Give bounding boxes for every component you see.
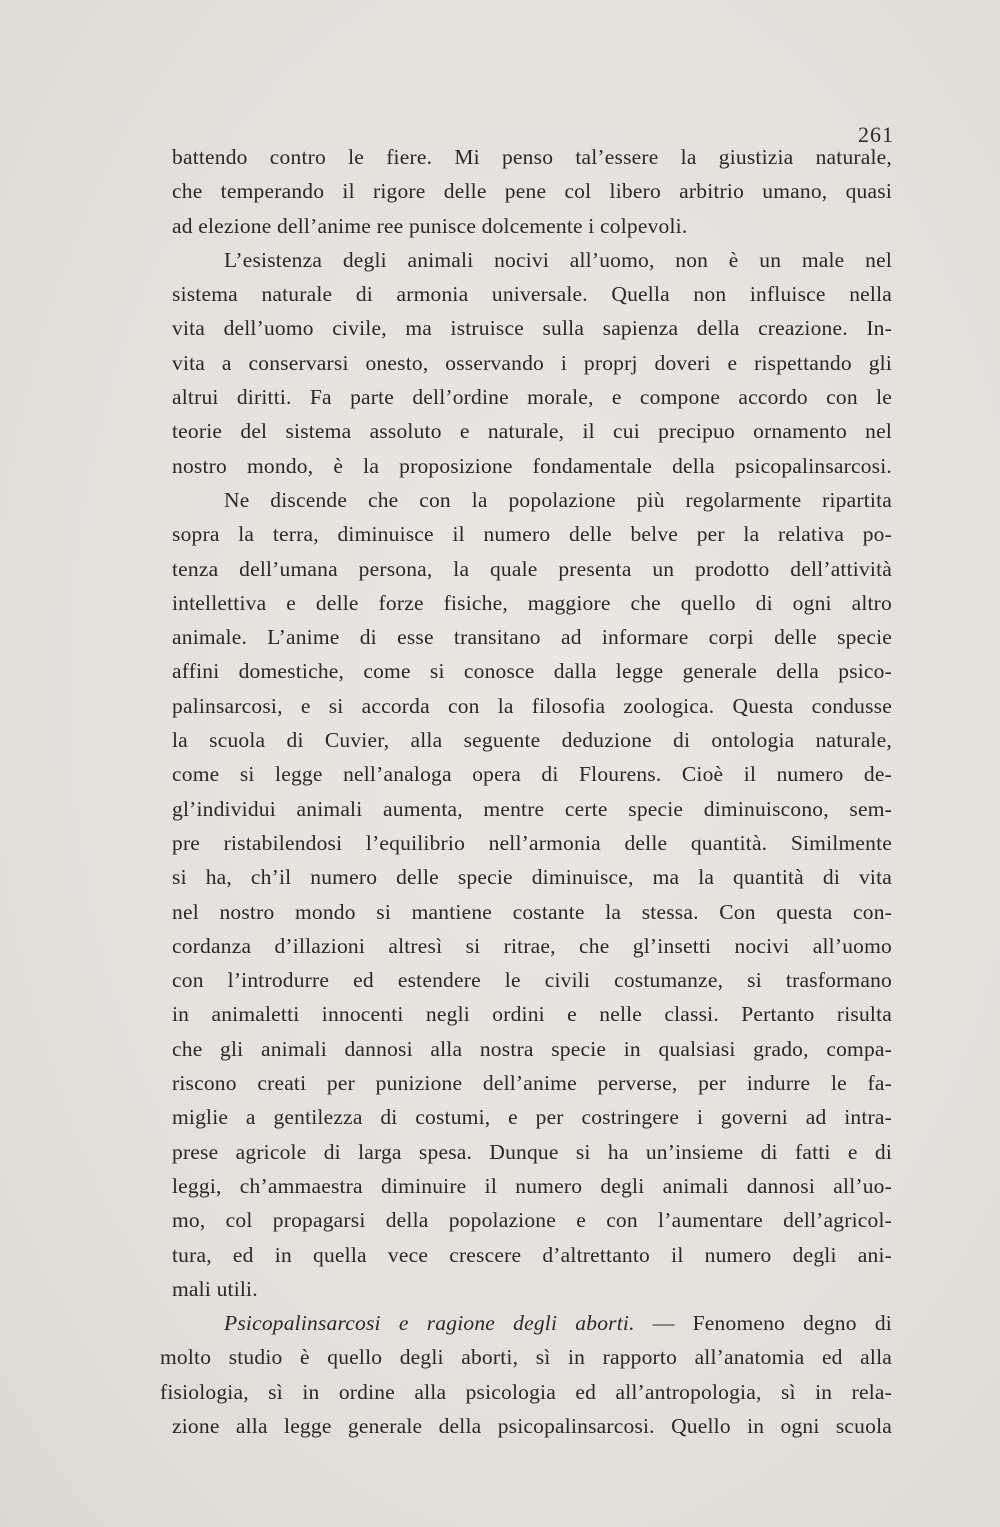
text-line: nostro mondo, è la proposizione fondamentale della psicopalinsarcosi. [172, 453, 892, 478]
text-line: vita a conservarsi onesto, osservando i proprj doveri e rispettando gli [172, 350, 892, 375]
body-text [160, 140, 892, 1443]
text-line: animale. L’anime di esse transitano ad informare corpi delle specie [172, 625, 892, 650]
text-line: L’esistenza degli animali nocivi all’uomo, non è un male nel [224, 247, 892, 272]
text-line: mali utili. [172, 1276, 258, 1301]
text-line: altrui diritti. Fa parte dell’ordine morale, e compone accordo con le [172, 385, 892, 410]
text-line: mo, col propagarsi della popolazione e con l’aumentare dell’agricol- [172, 1208, 892, 1233]
text-line: affini domestiche, come si conosce dalla legge generale della psico- [172, 659, 892, 684]
text-line: fisiologia, sì in ordine alla psicologia ed all’antropologia, sì in rela- [160, 1379, 892, 1404]
text-line: battendo contro le fiere. Mi penso tal’essere la giustizia naturale, [172, 145, 892, 169]
text-line: gl’individui animali aumenta, mentre certe specie diminuiscono, sem- [172, 796, 892, 821]
text-line: sopra la terra, diminuisce il numero delle belve per la relativa po- [172, 522, 892, 547]
section-title: Psicopalinsarcosi e ragione degli aborti. [224, 1311, 635, 1336]
section-first-line-rest: — Fenomeno degno di [634, 1311, 892, 1336]
text-line: riscono creati per punizione dell’anime perverse, per indurre le fa- [172, 1071, 892, 1096]
text-line: prese agricole di larga spesa. Dunque si ha un’insieme di fatti e di [172, 1139, 892, 1164]
page-number: 261 [858, 122, 894, 147]
text-line: come si legge nell’analoga opera di Flourens. Cioè il numero de- [172, 762, 892, 787]
text-line: intellettiva e delle forze fisiche, maggiore che quello di ogni altro [172, 590, 892, 615]
text-line: nel nostro mondo si mantiene costante la stessa. Con questa con- [172, 899, 892, 924]
text-line: tura, ed in quella vece crescere d’altrettanto il numero degli ani- [172, 1242, 892, 1267]
text-line: vita dell’uomo civile, ma istruisce sulla sapienza della creazione. In- [172, 316, 892, 341]
text-line: sistema naturale di armonia universale. Quella non influisce nella [172, 282, 892, 307]
text-line: Ne discende che con la popolazione più regolarmente ripartita [224, 487, 892, 512]
text-line: in animaletti innocenti negli ordini e nelle classi. Pertanto risulta [172, 1002, 892, 1027]
text-line: cordanza d’illazioni altresì si ritrae, che gl’insetti nocivi all’uomo [172, 933, 892, 958]
text-line: che temperando il rigore delle pene col libero arbitrio umano, quasi [172, 179, 892, 204]
text-line: zione alla legge generale della psicopalinsarcosi. Quello in ogni scuola [172, 1413, 892, 1438]
text-line: ad elezione dell’anime ree punisce dolcemente i colpevoli. [172, 213, 688, 238]
section-heading-line [172, 1306, 892, 1340]
text-line: pre ristabilendosi l’equilibrio nell’armonia delle quantità. Similmente [172, 830, 892, 855]
text-line: miglie a gentilezza di costumi, e per costringere i governi ad intra- [172, 1105, 892, 1130]
text-line: leggi, ch’ammaestra diminuire il numero degli animali dannosi all’uo- [172, 1173, 892, 1198]
text-line: con l’introdurre ed estendere le civili costumanze, si trasformano [172, 968, 892, 993]
text-line: palinsarcosi, e si accorda con la filosofia zoologica. Questa condusse [172, 693, 892, 718]
text-line: molto studio è quello degli aborti, sì in rapporto all’anatomia ed alla [160, 1345, 892, 1370]
text-line: si ha, ch’il numero delle specie diminuisce, ma la quantità di vita [172, 865, 892, 890]
text-line: la scuola di Cuvier, alla seguente deduzione di ontologia naturale, [172, 728, 892, 753]
text-line: che gli animali dannosi alla nostra specie in qualsiasi grado, compa- [172, 1036, 892, 1061]
text-line: tenza dell’umana persona, la quale presenta un prodotto dell’attività [172, 556, 892, 581]
text-line: teorie del sistema assoluto e naturale, il cui precipuo ornamento nel [172, 419, 892, 444]
